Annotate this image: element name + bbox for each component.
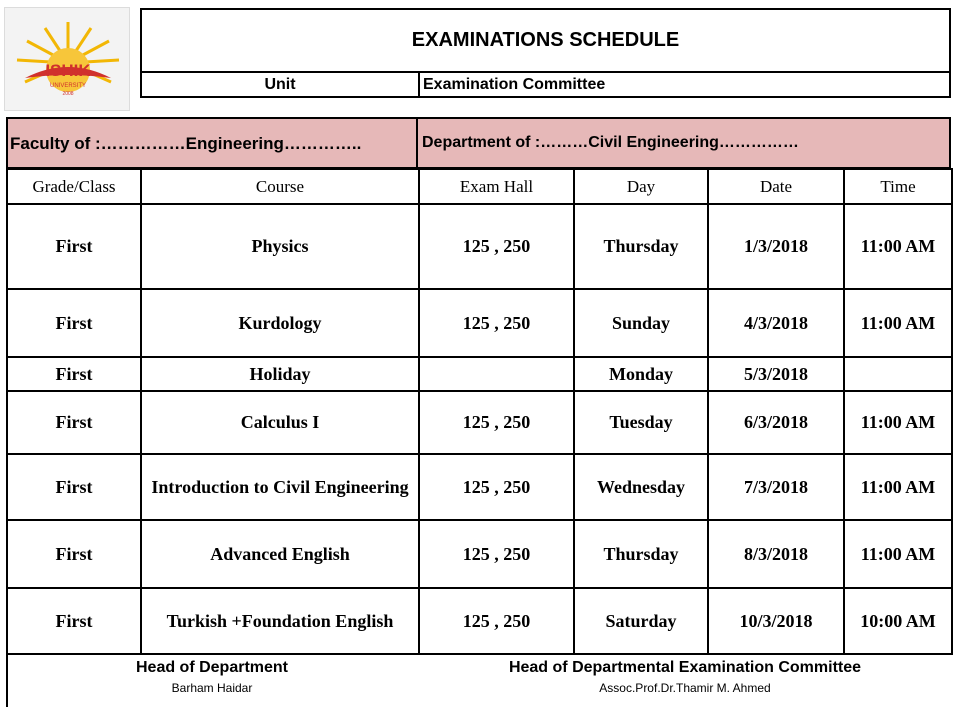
day-cell: Thursday bbox=[574, 520, 708, 588]
time-cell: 11:00 AM bbox=[844, 289, 952, 357]
date-cell: 5/3/2018 bbox=[708, 357, 844, 391]
grade-cell: First bbox=[7, 204, 141, 289]
hall-cell: 125 , 250 bbox=[419, 454, 574, 520]
day-cell: Saturday bbox=[574, 588, 708, 654]
day-cell: Thursday bbox=[574, 204, 708, 289]
table-row bbox=[7, 204, 952, 289]
table-row bbox=[7, 357, 952, 391]
day-cell: Wednesday bbox=[574, 454, 708, 520]
svg-text:UNIVERSITY: UNIVERSITY bbox=[49, 83, 87, 89]
grade-cell: First bbox=[7, 289, 141, 357]
hall-cell bbox=[419, 357, 574, 391]
course-cell: Kurdology bbox=[141, 289, 419, 357]
day-cell: Tuesday bbox=[574, 391, 708, 454]
signature-role: Head of Departmental Examination Committee bbox=[508, 659, 862, 676]
table-row bbox=[7, 588, 952, 654]
department-field: Department of :………Civil Engineering…………… bbox=[422, 134, 799, 151]
band-divider bbox=[416, 117, 418, 169]
course-cell: Calculus I bbox=[141, 391, 419, 454]
course-cell: Turkish +Foundation English bbox=[141, 588, 419, 654]
signature-name: Barham Haidar bbox=[171, 681, 253, 695]
time-cell bbox=[844, 357, 952, 391]
date-cell: 6/3/2018 bbox=[708, 391, 844, 454]
grade-cell: First bbox=[7, 454, 141, 520]
university-logo bbox=[4, 7, 130, 111]
unit-value bbox=[418, 71, 951, 98]
column-header: Exam Hall bbox=[419, 169, 574, 204]
grade-cell: First bbox=[7, 588, 141, 654]
exam-schedule-table bbox=[6, 168, 953, 655]
table-row bbox=[7, 391, 952, 454]
grade-cell: First bbox=[7, 357, 141, 391]
hall-cell: 125 , 250 bbox=[419, 391, 574, 454]
course-cell: Physics bbox=[141, 204, 419, 289]
table-row bbox=[7, 520, 952, 588]
title-text: EXAMINATIONS SCHEDULE bbox=[411, 29, 680, 51]
svg-text:2008: 2008 bbox=[62, 91, 74, 97]
table-row bbox=[7, 454, 952, 520]
column-header: Date bbox=[708, 169, 844, 204]
signature-role: Head of Department bbox=[135, 659, 289, 676]
course-cell: Holiday bbox=[141, 357, 419, 391]
page-title bbox=[140, 8, 951, 73]
day-cell: Monday bbox=[574, 357, 708, 391]
hall-cell: 125 , 250 bbox=[419, 588, 574, 654]
hall-cell: 125 , 250 bbox=[419, 520, 574, 588]
unit-label bbox=[140, 71, 420, 98]
column-header: Day bbox=[574, 169, 708, 204]
footer-border bbox=[6, 655, 8, 707]
column-header: Time bbox=[844, 169, 952, 204]
column-header: Course bbox=[141, 169, 419, 204]
time-cell: 10:00 AM bbox=[844, 588, 952, 654]
course-cell: Advanced English bbox=[141, 520, 419, 588]
time-cell: 11:00 AM bbox=[844, 454, 952, 520]
svg-text:ISHIK: ISHIK bbox=[45, 61, 91, 80]
date-cell: 8/3/2018 bbox=[708, 520, 844, 588]
time-cell: 11:00 AM bbox=[844, 204, 952, 289]
column-header: Grade/Class bbox=[7, 169, 141, 204]
time-cell: 11:00 AM bbox=[844, 520, 952, 588]
unit-label-text: Unit bbox=[264, 76, 296, 93]
sun-logo-icon bbox=[5, 8, 131, 112]
grade-cell: First bbox=[7, 391, 141, 454]
date-cell: 1/3/2018 bbox=[708, 204, 844, 289]
date-cell: 10/3/2018 bbox=[708, 588, 844, 654]
head-of-department-signature bbox=[112, 659, 312, 695]
hall-cell: 125 , 250 bbox=[419, 289, 574, 357]
date-cell: 4/3/2018 bbox=[708, 289, 844, 357]
grade-cell: First bbox=[7, 520, 141, 588]
date-cell: 7/3/2018 bbox=[708, 454, 844, 520]
unit-value-text: Examination Committee bbox=[423, 75, 606, 93]
table-header-row bbox=[7, 169, 952, 204]
time-cell: 11:00 AM bbox=[844, 391, 952, 454]
day-cell: Sunday bbox=[574, 289, 708, 357]
course-cell: Introduction to Civil Engineering bbox=[141, 454, 419, 520]
exam-committee-head-signature bbox=[480, 659, 890, 695]
faculty-field: Faculty of :……………Engineering………….. bbox=[10, 134, 362, 153]
hall-cell: 125 , 250 bbox=[419, 204, 574, 289]
table-row bbox=[7, 289, 952, 357]
signature-name: Assoc.Prof.Dr.Thamir M. Ahmed bbox=[599, 681, 771, 695]
